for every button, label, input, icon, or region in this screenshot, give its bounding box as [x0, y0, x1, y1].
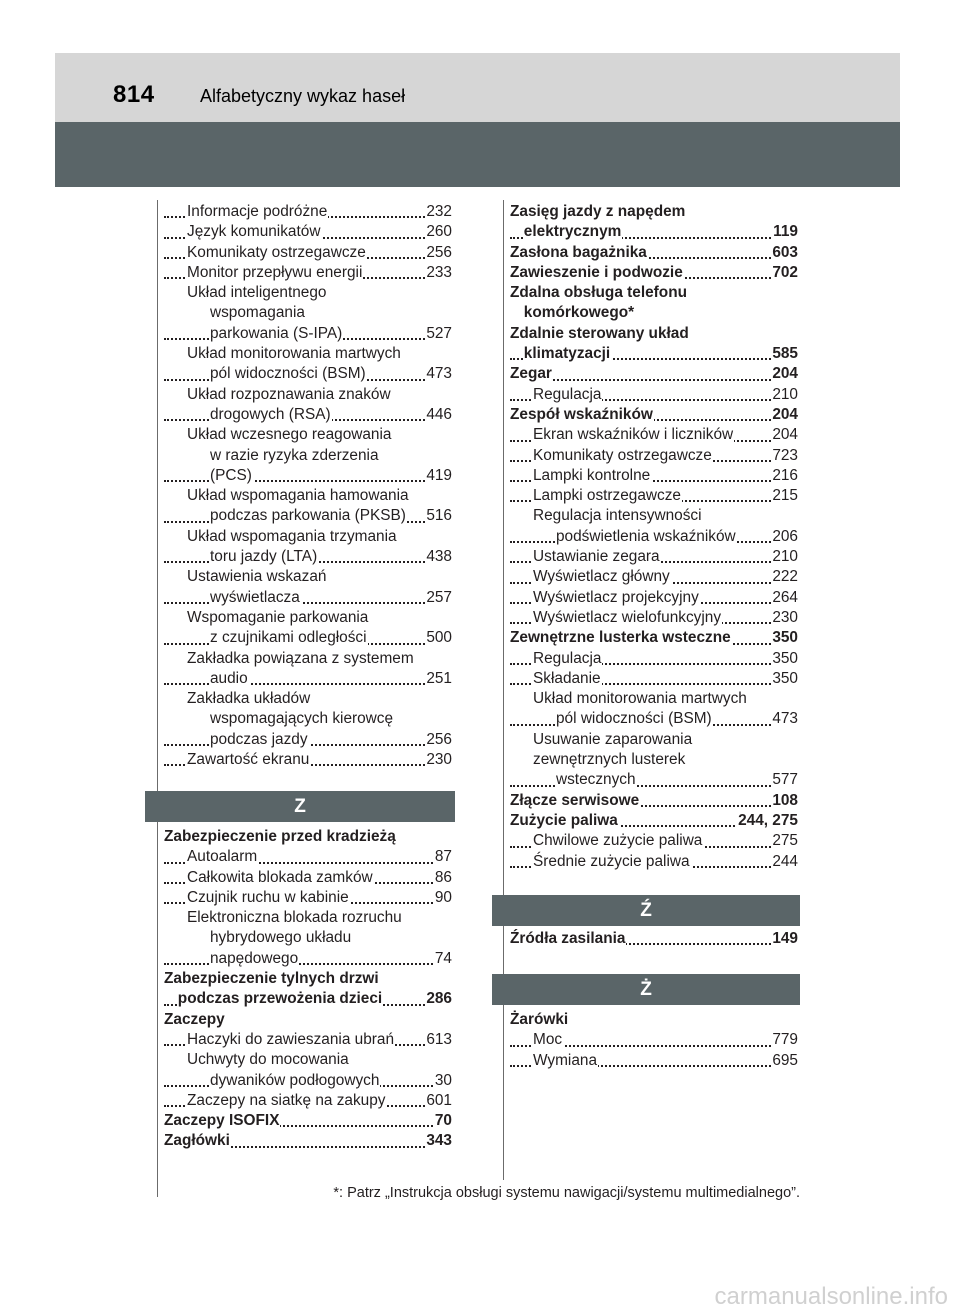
index-entry [164, 243, 452, 263]
index-entry [510, 811, 798, 831]
index-entry [164, 446, 452, 466]
index-entry [164, 1030, 452, 1050]
index-entry-page: 585 [771, 344, 798, 364]
index-entry-page: 264 [771, 588, 798, 608]
index-entry-term: Zawieszenie i podwozie [510, 263, 684, 283]
index-entry-term: Autoalarm [187, 847, 258, 867]
index-entry-page: 215 [771, 486, 798, 506]
index-entry-term: Wyświetlacz projekcyjny [533, 588, 700, 608]
index-entry-term: Wspomaganie parkowania [187, 608, 369, 628]
index-entry [510, 202, 798, 222]
index-entry-term: dywaników podłogowych [210, 1071, 380, 1091]
index-entry-page: 613 [425, 1030, 452, 1050]
index-entry [510, 527, 798, 547]
index-entry-term: Lampki ostrzegawcze [533, 486, 682, 506]
index-entry-term: Zaczepy na siatkę na zakupy [187, 1091, 386, 1111]
index-entry [164, 547, 452, 567]
letter-band-zdot: Ż [492, 974, 800, 1005]
index-entry [510, 506, 798, 526]
index-entry-page: 244, 275 [737, 811, 798, 831]
index-entry-page: 350 [771, 628, 798, 648]
index-entry-page: 233 [425, 263, 452, 283]
index-entry-page: 275 [771, 831, 798, 851]
index-entry-term: podświetlenia wskaźników [556, 527, 737, 547]
index-entry [164, 405, 452, 425]
index-entry [510, 588, 798, 608]
index-entry-term: Układ monitorowania martwych [187, 344, 402, 364]
index-entry-term: Układ wczesnego reagowania [187, 425, 392, 445]
index-entry [164, 324, 452, 344]
watermark: carmanualsonline.info [714, 1283, 948, 1310]
index-entry-page: 204 [771, 405, 798, 425]
index-entry [164, 506, 452, 526]
index-entry [510, 791, 798, 811]
index-entry-term: Usuwanie zaparowania [533, 730, 693, 750]
index-entry [164, 689, 452, 709]
index-entry [164, 730, 452, 750]
index-entry-term: Złącze serwisowe [510, 791, 640, 811]
index-entry-term: toru jazdy (LTA) [210, 547, 318, 567]
index-entry [510, 324, 798, 344]
index-list-right-zdot [510, 1010, 798, 1071]
index-entry-term: Zewnętrzne lusterka wsteczne [510, 628, 732, 648]
index-entry-page: 350 [771, 649, 798, 669]
index-entry-term: wspomagających kierowcę [210, 709, 394, 729]
index-entry-term: Ekran wskaźników i liczników [533, 425, 734, 445]
index-entry [164, 263, 452, 283]
index-entry-page: 206 [771, 527, 798, 547]
index-entry [510, 547, 798, 567]
index-entry [510, 750, 798, 770]
index-entry-page: 473 [425, 364, 452, 384]
index-entry [510, 929, 798, 949]
index-entry [164, 1071, 452, 1091]
index-entry [164, 709, 452, 729]
index-entry [510, 669, 798, 689]
index-entry-term: Regulacja [533, 385, 602, 405]
index-entry-term: Składanie [533, 669, 602, 689]
index-entry [510, 770, 798, 790]
index-entry [164, 1131, 452, 1151]
index-entry [164, 969, 452, 989]
index-entry-term: Układ inteligentnego [187, 283, 327, 303]
index-entry [164, 466, 452, 486]
index-entry-term: Czujnik ruchu w kabinie [187, 888, 350, 908]
index-entry [164, 847, 452, 867]
letter-band-z: Z [145, 791, 455, 822]
index-entry [510, 243, 798, 263]
index-entry [164, 1050, 452, 1070]
index-entry [164, 949, 452, 969]
index-entry-term: wyświetlacza [210, 588, 301, 608]
index-entry [510, 263, 798, 283]
index-entry [164, 303, 452, 323]
index-entry-term: Układ wspomagania hamowania [187, 486, 410, 506]
index-entry-page: 210 [771, 547, 798, 567]
index-entry-term: Ustawienia wskazań [187, 567, 327, 587]
index-entry [164, 1111, 452, 1131]
index-entry-term: w razie ryzyka zderzenia [210, 446, 380, 466]
page-number: 814 [113, 81, 155, 108]
index-entry [164, 222, 452, 242]
index-entry-term: Średnie zużycie paliwa [533, 852, 691, 872]
index-entry-term: Monitor przepływu energii [187, 263, 363, 283]
index-entry-page: 438 [425, 547, 452, 567]
index-entry-page: 222 [771, 567, 798, 587]
index-entry-page: 86 [434, 868, 452, 888]
index-entry [510, 425, 798, 445]
letter-band-zi: Ź [492, 895, 800, 926]
index-entry-term: z czujnikami odległości [210, 628, 368, 648]
index-entry-page: 90 [434, 888, 452, 908]
index-entry-page: 500 [425, 628, 452, 648]
index-entry [164, 888, 452, 908]
index-entry-page: 473 [771, 709, 798, 729]
index-entry-term: wspomagania [210, 303, 306, 323]
index-entry-term: Zabezpieczenie przed kradzieżą [164, 827, 397, 847]
index-entry [510, 608, 798, 628]
index-entry-page: 204 [771, 425, 798, 445]
index-entry [164, 385, 452, 405]
footnote: *: Patrz „Instrukcja obsługi systemu nawigacji/systemu multimedialnego”. [333, 1185, 800, 1201]
index-entry-term: Zawartość ekranu [187, 750, 310, 770]
index-entry-page: 216 [771, 466, 798, 486]
index-entry [510, 1030, 798, 1050]
index-entry-page: 419 [425, 466, 452, 486]
index-list-right-top [510, 202, 798, 872]
index-entry [510, 567, 798, 587]
index-entry-term: pól widoczności (BSM) [210, 364, 367, 384]
index-entry-term: Wyświetlacz główny [533, 567, 671, 587]
index-entry [164, 425, 452, 445]
index-entry [164, 669, 452, 689]
index-entry [510, 405, 798, 425]
index-entry [510, 364, 798, 384]
index-entry-page: 30 [434, 1071, 452, 1091]
index-entry-term: Moc [533, 1030, 563, 1050]
index-entry-term: Zużycie paliwa [510, 811, 619, 831]
index-entry-page: 695 [771, 1051, 798, 1071]
index-entry [510, 1010, 798, 1030]
index-entry [510, 486, 798, 506]
index-entry-page: 723 [771, 446, 798, 466]
index-entry-term: Zakładka powiązana z systemem [187, 649, 415, 669]
index-entry-term: Zaczepy ISOFIX [164, 1111, 280, 1131]
index-entry-page: 74 [434, 949, 452, 969]
index-entry [164, 202, 452, 222]
index-entry [164, 649, 452, 669]
index-entry-page: 230 [425, 750, 452, 770]
page-title: Alfabetyczny wykaz haseł [200, 86, 406, 106]
index-entry-page: 286 [425, 989, 452, 1009]
index-entry-term: Zasłona bagażnika [510, 243, 648, 263]
index-entry-page: 87 [434, 847, 452, 867]
index-entry-term: (PCS) [210, 466, 253, 486]
index-entry [164, 1091, 452, 1111]
index-entry [164, 827, 452, 847]
index-entry-page: 108 [771, 791, 798, 811]
index-entry [164, 989, 452, 1009]
index-entry-term: Informacje podróżne [187, 202, 328, 222]
index-entry-term: Zagłówki [164, 1131, 231, 1151]
index-entry [164, 344, 452, 364]
index-entry-page: 244 [771, 852, 798, 872]
index-entry-page: 257 [425, 588, 452, 608]
index-entry [164, 567, 452, 587]
index-entry-term: Komunikaty ostrzegawcze [187, 243, 367, 263]
index-entry-term: Układ rozpoznawania znaków [187, 385, 392, 405]
index-entry-term: hybrydowego układu [210, 928, 352, 948]
right-column-rule [503, 200, 504, 1180]
index-entry [510, 831, 798, 851]
index-entry-page: 204 [771, 364, 798, 384]
index-entry-term: Zespół wskaźników [510, 405, 654, 425]
index-entry [164, 608, 452, 628]
index-entry-term: elektrycznym [524, 222, 623, 242]
index-entry [164, 928, 452, 948]
index-entry-term: klimatyzacji [524, 344, 611, 364]
index-entry-page: 119 [772, 222, 798, 242]
index-entry-term: zewnętrznych lusterek [533, 750, 686, 770]
index-entry [164, 527, 452, 547]
index-entry-term: Język komunikatów [187, 222, 321, 242]
index-entry [510, 283, 798, 303]
index-entry-term: pól widoczności (BSM) [556, 709, 713, 729]
index-entry-page: 251 [425, 669, 452, 689]
index-entry-page: 343 [425, 1131, 452, 1151]
index-entry-page: 516 [425, 506, 452, 526]
index-entry [164, 364, 452, 384]
index-entry-term: drogowych (RSA) [210, 405, 332, 425]
index-entry-term: Regulacja [533, 649, 602, 669]
index-entry-page: 256 [425, 730, 452, 750]
index-entry-page: 70 [434, 1111, 452, 1131]
index-entry [164, 868, 452, 888]
index-entry [510, 709, 798, 729]
index-entry-term: wstecznych [556, 770, 637, 790]
index-entry-page: 232 [425, 202, 452, 222]
index-entry-term: komórkowego* [524, 303, 635, 323]
index-entry-term: Całkowita blokada zamków [187, 868, 374, 888]
index-entry-term: Zabezpieczenie tylnych drzwi [164, 969, 380, 989]
index-entry-term: Zakładka układów [187, 689, 311, 709]
index-entry-term: Układ monitorowania martwych [533, 689, 748, 709]
index-entry-term: Zdalnie sterowany układ [510, 324, 690, 344]
index-list-left-top [164, 202, 452, 770]
index-entry [510, 466, 798, 486]
index-entry-term: Ustawianie zegara [533, 547, 661, 567]
index-list-right-zi [510, 929, 798, 949]
index-entry [510, 730, 798, 750]
index-entry-term: Elektroniczna blokada rozruchu [187, 908, 403, 928]
index-entry-page: 779 [771, 1030, 798, 1050]
index-entry-term: Haczyki do zawieszania ubrań [187, 1030, 395, 1050]
index-entry-page: 210 [771, 385, 798, 405]
index-entry-term: Regulacja intensywności [533, 506, 703, 526]
index-entry [510, 689, 798, 709]
index-entry-term: Chwilowe zużycie paliwa [533, 831, 703, 851]
index-entry-term: Wymiana [533, 1051, 598, 1071]
index-entry-page: 603 [771, 243, 798, 263]
index-entry-page: 350 [771, 669, 798, 689]
index-entry-term: Żarówki [510, 1010, 569, 1030]
left-column-rule [157, 200, 158, 1197]
index-entry-term: podczas przewożenia dzieci [178, 989, 383, 1009]
index-entry [164, 750, 452, 770]
index-entry [164, 1010, 452, 1030]
index-entry [164, 588, 452, 608]
index-entry-page: 577 [771, 770, 798, 790]
index-entry-term: Zaczepy [164, 1010, 226, 1030]
index-entry [510, 344, 798, 364]
index-entry-page: 230 [771, 608, 798, 628]
index-entry-page: 149 [771, 929, 798, 949]
index-entry [510, 303, 798, 323]
index-entry-term: Zasięg jazdy z napędem [510, 202, 686, 222]
index-entry-term: napędowego [210, 949, 299, 969]
index-entry-term: audio [210, 669, 249, 689]
index-entry [164, 486, 452, 506]
index-entry-page: 527 [425, 324, 452, 344]
index-entry-term: Uchwyty do mocowania [187, 1050, 350, 1070]
index-list-left-z [164, 827, 452, 1152]
index-entry-page: 601 [425, 1091, 452, 1111]
index-entry-page: 256 [425, 243, 452, 263]
index-entry-term: podczas parkowania (PKSB) [210, 506, 407, 526]
index-entry [164, 628, 452, 648]
index-entry-page: 260 [425, 222, 452, 242]
index-entry [510, 852, 798, 872]
index-entry [510, 385, 798, 405]
index-entry-term: Lampki kontrolne [533, 466, 651, 486]
index-entry-term: parkowania (S-IPA) [210, 324, 343, 344]
index-entry-term: Wyświetlacz wielofunkcyjny [533, 608, 722, 628]
index-entry [510, 446, 798, 466]
index-entry-term: Komunikaty ostrzegawcze [533, 446, 713, 466]
index-entry [164, 908, 452, 928]
header-band [55, 122, 900, 187]
index-entry [510, 222, 798, 242]
index-entry-page: 446 [425, 405, 452, 425]
index-entry [510, 649, 798, 669]
index-entry [510, 628, 798, 648]
index-entry-term: Układ wspomagania trzymania [187, 527, 398, 547]
index-entry-term: podczas jazdy [210, 730, 309, 750]
index-entry-term: Zdalna obsługa telefonu [510, 283, 688, 303]
index-entry [164, 283, 452, 303]
index-entry-page: 702 [771, 263, 798, 283]
index-entry [510, 1051, 798, 1071]
index-entry-term: Źródła zasilania [510, 929, 626, 949]
index-entry-term: Zegar [510, 364, 553, 384]
